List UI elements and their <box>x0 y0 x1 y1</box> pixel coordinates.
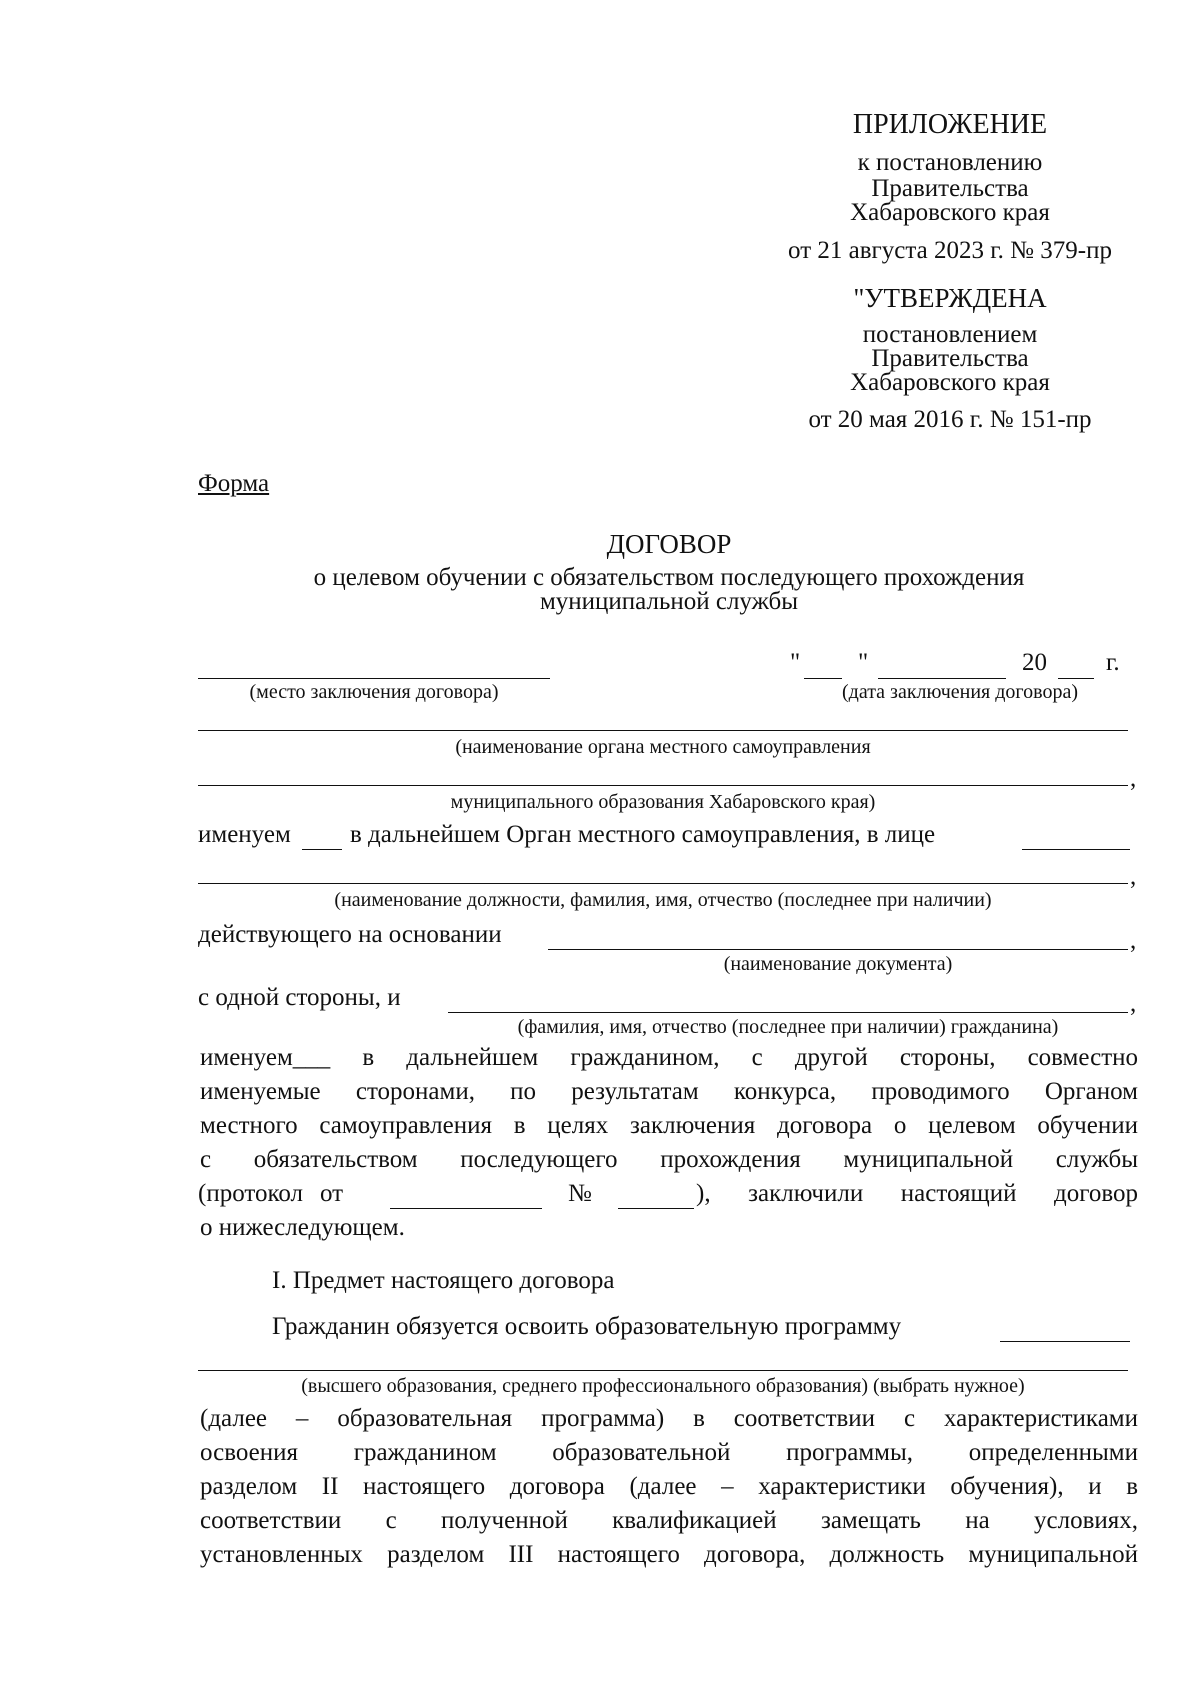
protocol-from: от <box>320 1180 344 1207</box>
para1-line-2: именуемые сторонами, по результатам конкурса, проводимого Органом <box>200 1078 1138 1105</box>
date-year-prefix: 20 <box>1022 649 1047 676</box>
appendix-ref-date: от 21 августа 2023 г. № 379-пр <box>788 237 1112 264</box>
appendix-ref-line-3: Хабаровского края <box>850 199 1050 226</box>
education-level-blank[interactable] <box>198 1370 1128 1371</box>
para2-line-2: освоения гражданином образовательной программы, определенными <box>200 1439 1138 1466</box>
para1-line-6: о нижеследующем. <box>200 1214 405 1241</box>
org-caption-line-2: муниципального образования Хабаровского края) <box>450 791 876 813</box>
citizen-name-blank[interactable] <box>448 1012 1128 1013</box>
para1-line-1: именуем___ в дальнейшем гражданином, с другой стороны, совместно <box>200 1044 1138 1071</box>
date-year-blank[interactable] <box>1058 678 1094 679</box>
one-side-label: с одной стороны, и <box>198 984 401 1011</box>
contract-subtitle-line-1: о целевом обучении с обязательством последующего прохождения <box>313 564 1025 591</box>
citizen-caption: (фамилия, имя, отчество (последнее при наличии) гражданина) <box>517 1016 1059 1038</box>
basis-comma: , <box>1130 927 1137 954</box>
named-rest: в дальнейшем Орган местного самоуправления, в лице <box>350 821 936 848</box>
section-1-title: I. Предмет настоящего договора <box>272 1267 615 1294</box>
org-name-blank-2[interactable] <box>198 785 1128 786</box>
citizen-obliged-text: Гражданин обязуется освоить образовательную программу <box>272 1313 902 1340</box>
citizen-comma: , <box>1130 990 1137 1017</box>
acting-on-basis-label: действующего на основании <box>198 921 502 948</box>
approved-line-2: Правительства <box>871 345 1029 372</box>
org-comma: , <box>1130 765 1137 792</box>
document-caption: (наименование документа) <box>723 953 953 975</box>
approved-date: от 20 мая 2016 г. № 151-пр <box>808 406 1092 433</box>
para2-line-5: установленных разделом III настоящего договора, должность муниципальной <box>200 1541 1138 1568</box>
org-caption-line-1: (наименование органа местного самоуправления <box>455 736 871 758</box>
education-caption: (высшего образования, среднего профессионального образования) (выбрать нужное) <box>301 1375 1025 1397</box>
para2-line-4: соответствии с полученной квалификацией замещать на условиях, <box>200 1507 1138 1534</box>
place-blank[interactable] <box>198 678 550 679</box>
place-caption: (место заключения договора) <box>249 681 499 703</box>
org-name-blank-1[interactable] <box>198 730 1128 731</box>
protocol-open: (протокол <box>198 1180 303 1207</box>
date-caption: (дата заключения договора) <box>842 681 1078 703</box>
para2-line-3: разделом II настоящего договора (далее – характеристики обучения), и в <box>200 1473 1138 1500</box>
contract-subtitle-line-2: муниципальной службы <box>539 588 799 615</box>
approved-title: "УТВЕРЖДЕНА <box>853 283 1047 313</box>
date-month-blank[interactable] <box>878 678 1006 679</box>
protocol-date-blank[interactable] <box>390 1208 542 1209</box>
protocol-number-sign: № <box>568 1180 592 1207</box>
approved-line-3: Хабаровского края <box>850 369 1050 396</box>
named-suffix-blank[interactable] <box>302 849 342 850</box>
date-quote-close: " <box>858 649 869 676</box>
contract-title: ДОГОВОР <box>606 529 732 559</box>
approved-line-1: постановлением <box>862 321 1038 348</box>
protocol-number-blank[interactable] <box>618 1208 694 1209</box>
para2-line-1: (далее – образовательная программа) в соответствии с характеристиками <box>200 1405 1138 1432</box>
representative-blank[interactable] <box>198 883 1128 884</box>
appendix-ref-line-2: Правительства <box>871 175 1029 202</box>
para1-line-3: местного самоуправления в целях заключения договора о целевом обучении <box>200 1112 1138 1139</box>
representative-blank-start[interactable] <box>1022 849 1130 850</box>
date-day-blank[interactable] <box>804 678 842 679</box>
program-blank-start[interactable] <box>1000 1341 1130 1342</box>
representative-comma: , <box>1130 863 1137 890</box>
appendix-ref-line-1: к постановлению <box>857 149 1043 176</box>
date-year-suffix: г. <box>1106 649 1120 676</box>
basis-document-blank[interactable] <box>548 949 1128 950</box>
form-label: Форма <box>198 470 270 497</box>
named-lead: именуем <box>198 821 291 848</box>
appendix-title: ПРИЛОЖЕНИЕ <box>852 109 1048 140</box>
para1-line-4: с обязательством последующего прохождения муниципальной службы <box>200 1146 1138 1173</box>
date-quote-open: " <box>790 649 801 676</box>
position-caption: (наименование должности, фамилия, имя, отчество (последнее при наличии) <box>334 889 992 911</box>
protocol-rest: ), заключили настоящий договор <box>696 1180 1138 1207</box>
